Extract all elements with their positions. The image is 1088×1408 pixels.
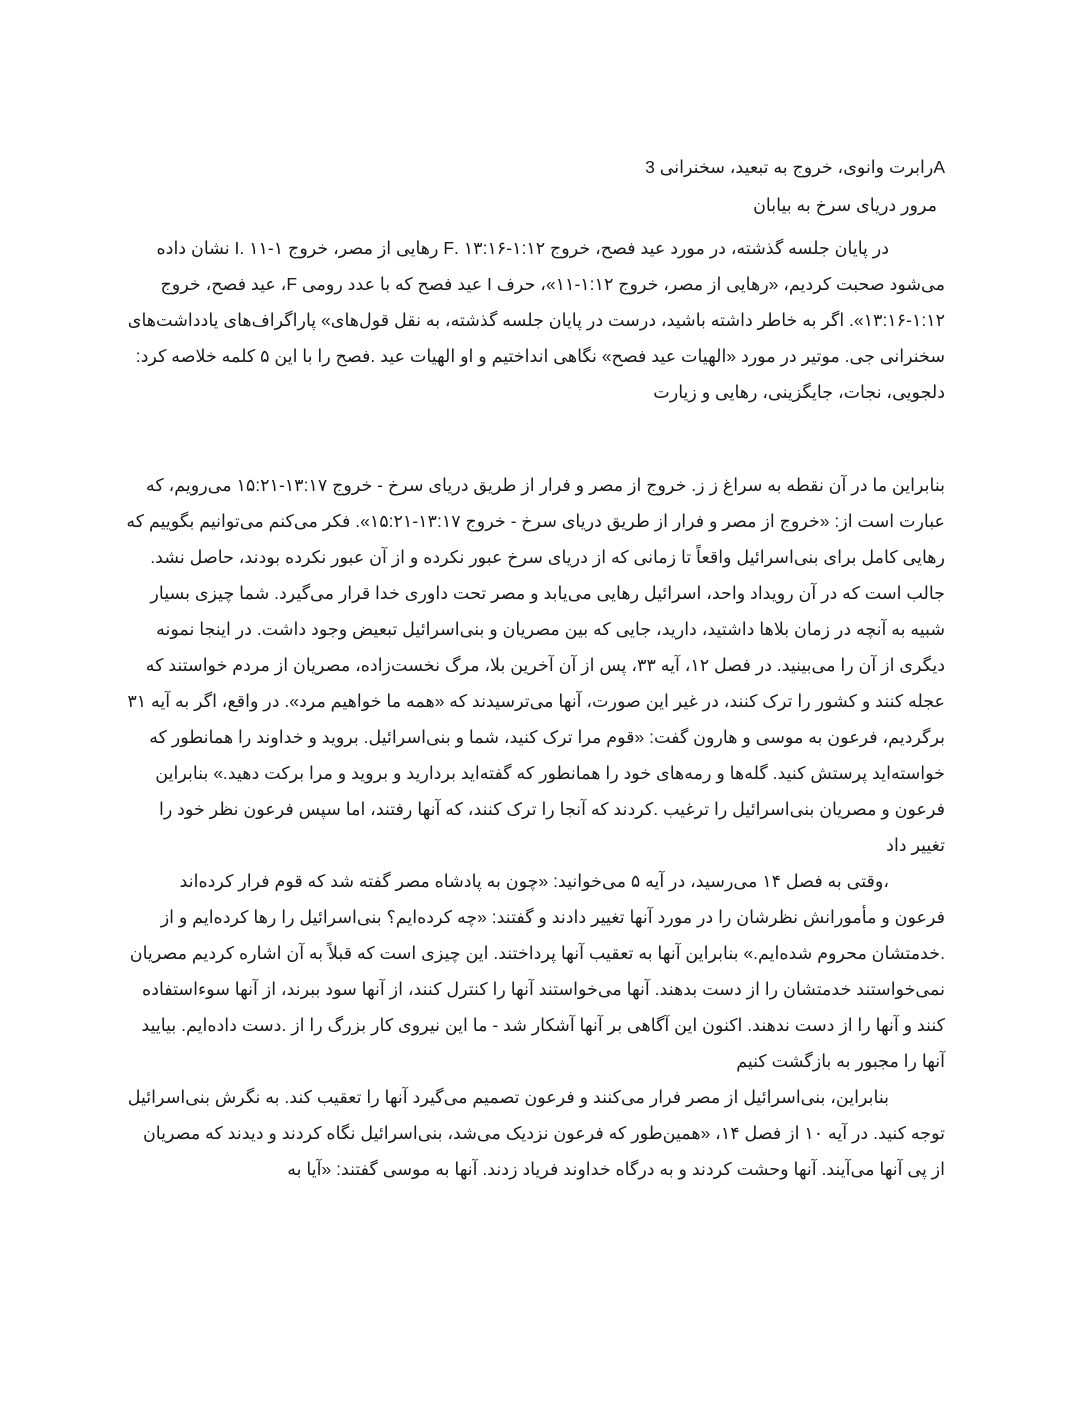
section-subtitle: مرور دریای سرخ به بیابان xyxy=(753,195,937,215)
paragraph-1: در پایان جلسه گذشته، در مورد عید فصح، خروج ۱:۱۲-۱۳:۱۶ .F رهایی از مصر، خروج ۱-۱۱ .I نشان داده می‌شود صحبت کردیم، «رهایی از مصر، خروج ۱:۱۲-۱۱»، حرف I عید فصح که با عدد رومی F، عید فصح، خروج ۱:۱۲-۱۳:۱۶». اگر به خاطر داشته باشید، درست در پایان جلسه گذشته، به نقل قول‌های» پاراگراف‌های یادداشت‌های سخنرانی جی. موتیر در مورد «الهیات عید فصح» نگاهی انداختیم و او الهیات عید .فصح را با این ۵ کلمه خلاصه کرد: دلجویی، نجات، جایگزینی، رهایی و زیارت xyxy=(127,238,945,402)
lecture-title: Aرابرت وانوی، خروج به تبعید، سخنرانی 3 xyxy=(645,157,945,177)
paragraph-4: بنابراین، بنی‌اسرائیل از مصر فرار می‌کنند و فرعون تصمیم می‌گیرد آنها را تعقیب کند. به نگرش بنی‌اسرائیل توجه کنید. در آیه ۱۰ از فصل ۱۴، «همین‌طور که فرعون نزدیک می‌شد، بنی‌اسرائیل نگاه کردند و دیدند که مصریان از پی آنها می‌آیند. آنها وحشت کردند و به درگاه خداوند فریاد زدند. آنها به موسی گفتند: «آیا به xyxy=(127,1087,945,1179)
paragraph-2: بنابراین ما در آن نقطه به سراغ ز ز. خروج از مصر و فرار از طریق دریای سرخ - خروج ۱۳:۱۷-۱۵:۲۱ می‌رویم، که عبارت است از: «خروج از مصر و فرار از طریق دریای سرخ - خروج ۱۳:۱۷-۱۵:۲۱». فکر می‌کنم می‌توانیم بگوییم که رهایی کامل برای بنی‌اسرائیل واقعاً تا زمانی که از دریای سرخ عبور نکرده و از آن عبور نکرده بودند، حاصل نشد. جالب است که در آن رویداد واحد، اسرائیل رهایی می‌یابد و مصر تحت داوری خدا قرار می‌گیرد. شما چیزی بسیار شبیه به آنچه در زمان بلاها داشتید، دارید، جایی که بین مصریان و بنی‌اسرائیل تبعیض وجود داشت. در اینجا نمونه دیگری از آن را می‌بینید. در فصل ۱۲، آیه ۳۳، پس از آن آخرین بلا، مرگ نخست‌زاده، مصریان از مردم خواستند که عجله کنند و کشور را ترک کنند، در غیر این صورت، آنها می‌ترسیدند که «همه ما خواهیم مرد». در واقع، اگر به آیه ۳۱ برگردیم، فرعون به موسی و هارون گفت: «قوم مرا ترک کنید، شما و بنی‌اسرائیل. بروید و خداوند را همانطور که خواسته‌اید پرستش کنید. گله‌ها و رمه‌های خود را همانطور که گفته‌اید بردارید و بروید و مرا برکت دهید.» بنابراین فرعون و مصریان بنی‌اسرائیل را ترغیب .کردند که آنجا را ترک کنند، که آنها رفتند، اما سپس فرعون نظر خود را تغییر داد xyxy=(126,475,945,855)
intro-section xyxy=(125,230,945,410)
title-block xyxy=(125,148,945,224)
body-section xyxy=(125,467,945,1187)
paragraph-3: ،وقتی به فصل ۱۴ می‌رسید، در آیه ۵ می‌خوانید: «چون به پادشاه مصر گفته شد که قوم فرار کرده‌اند فرعون و مأمورانش نظرشان را در مورد آنها تغییر دادند و گفتند: «چه کرده‌ایم؟ بنی‌اسرائیل را رها کرده‌ایم و از .خدمتشان محروم شده‌ایم.» بنابراین آنها به تعقیب آنها پرداختند. این چیزی است که قبلاً به آن اشاره کردیم مصریان نمی‌خواستند خدمتشان را از دست بدهند. آنها می‌خواستند آنها را کنترل کنند، از آنها سود ببرند، از آنها سوءاستفاده کنند و آنها را از دست ندهند. اکنون این آگاهی بر آنها آشکار شد - ما این نیروی کار بزرگ را از .دست داده‌ایم. بیایید آنها را مجبور به بازگشت کنیم xyxy=(129,871,945,1071)
